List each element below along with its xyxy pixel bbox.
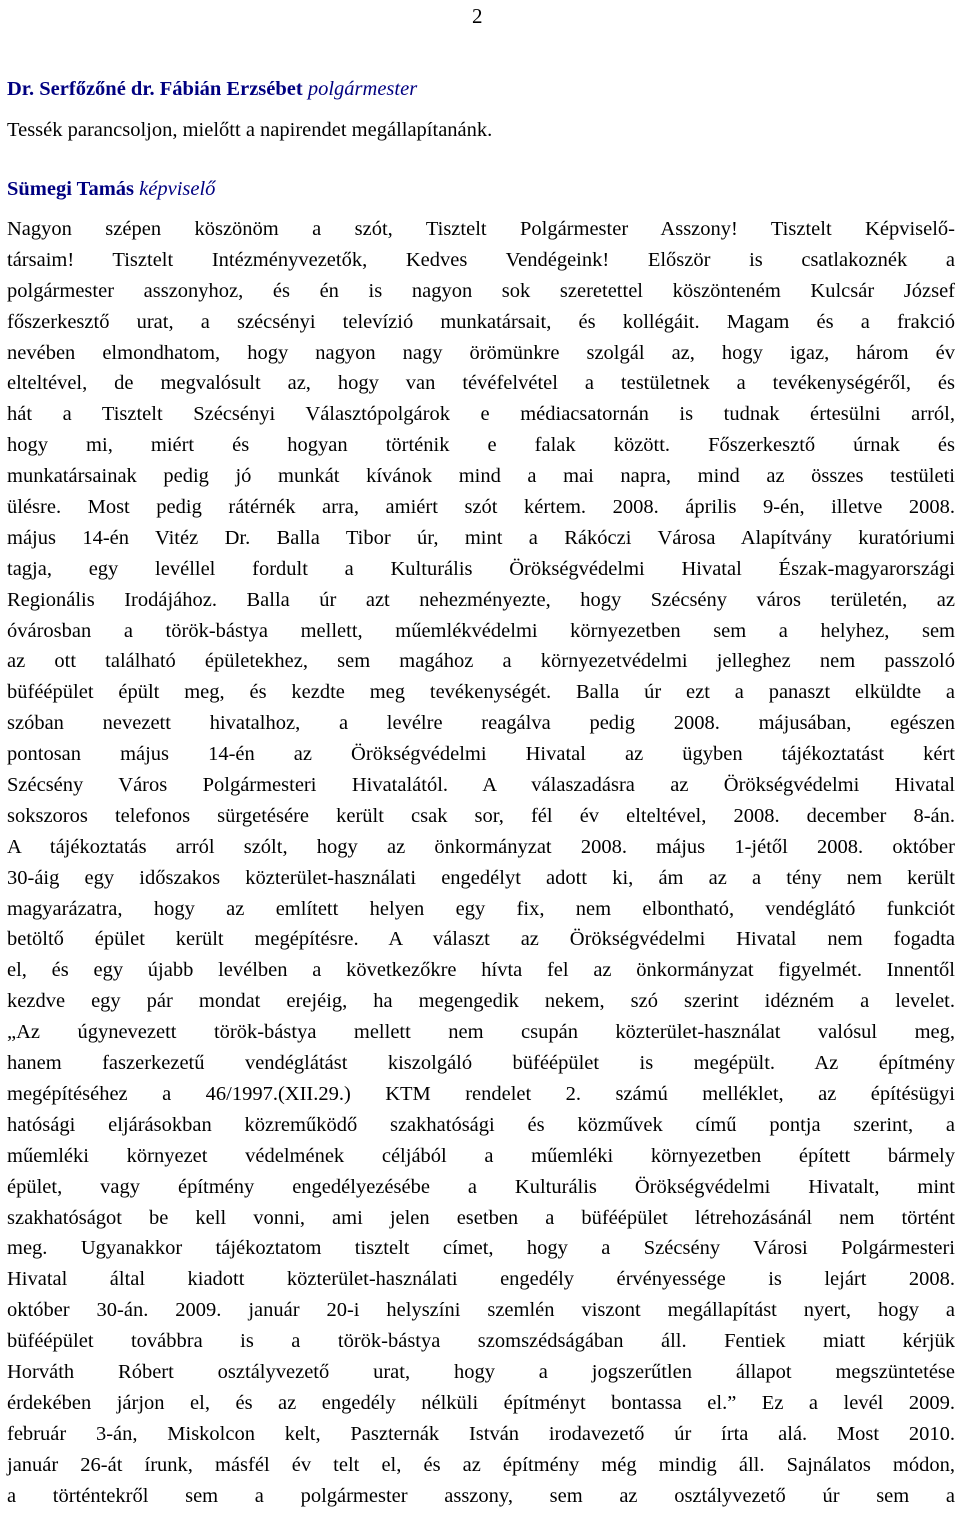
text-line: kezdve egy pár mondat erejéig, ha megengedik nekem, szó szerint idézném a levelet. [7, 990, 955, 1013]
text-line: érdekében járjon el, és az engedély nélküli építményt bontassa el.” Ez a levél 2009. [7, 1391, 955, 1414]
text-line: óvárosban a török-bástya mellett, műemlékvédelmi környezetben sem a helyhez, sem [7, 619, 955, 642]
text-line: február 3-án, Miskolcon kelt, Paszternák István irodavezető úr írta alá. Most 2010. [7, 1422, 955, 1445]
text-line: Regionális Irodájához. Balla úr azt nehezményezte, hogy Szécsény város területén, az [7, 588, 955, 611]
text-line: május 14-én Vitéz Dr. Balla Tibor úr, mint a Rákóczi Városa Alapítvány kuratóriumi [7, 526, 955, 549]
text-line: „Az úgynevezett török-bástya mellett nem csupán közterület-használat valósul meg, [7, 1021, 955, 1044]
text-line: szakhatóságot be kell vonni, ami jelen esetben a büféépület létrehozásánál nem történt [7, 1206, 955, 1229]
speaker-role: polgármester [307, 78, 418, 100]
text-line: épület, vagy építmény engedélyezésébe a Kulturális Örökségvédelmi Hivatalt, mint [7, 1175, 955, 1198]
text-line: hanem faszerkezetű vendéglátást kiszolgáló büféépület is megépült. Az építmény [7, 1052, 955, 1075]
text-line: büféépület továbbra is a török-bástya szomszédságában áll. Fentiek miatt kérjük [7, 1330, 955, 1353]
text-line: pontosan május 14-én az Örökségvédelmi Hivatal az ügyben tájékoztatást kért [7, 743, 955, 766]
text-line: 30-áig egy időszakos közterület-használati engedélyt adott ki, ám az a tény nem került [7, 866, 955, 889]
representative-speech [7, 214, 955, 1511]
mayor-statement: Tessék parancsoljon, mielőtt a napirendet megállapítanánk. [7, 119, 493, 141]
text-line: meg. Ugyanakkor tájékoztatom tisztelt címet, hogy a Szécsény Városi Polgármesteri [7, 1237, 955, 1260]
text-line: tagja, egy levéllel fordult a Kulturális Örökségvédelmi Hivatal Észak-magyarországi [7, 557, 955, 580]
text-line: főszerkesztő urat, a szécsényi televízió munkatársait, és kollégáit. Magam és a frakció [7, 310, 955, 333]
speaker-name: Sümegi Tamás [7, 178, 135, 200]
text-line: szóban nevezett hivatalhoz, a levélre reagálva pedig 2008. májusában, egészen [7, 712, 955, 735]
text-line: hogy mi, miért és hogyan történik e falak között. Főszerkesztő úrnak és [7, 434, 955, 457]
text-line: társaim! Tisztelt Intézményvezetők, Kedves Vendégeink! Először is csatlakoznék a [7, 248, 955, 271]
text-line: el, és egy újabb levélben a következőkre hívta fel az önkormányzat figyelmét. Innentől [7, 959, 955, 982]
text-line: a történtekről sem a polgármester asszony, sem az osztályvezető úr sem a [7, 1484, 955, 1507]
text-line: büféépület épült meg, és kezdte meg tevékenységét. Balla úr ezt a panaszt elküldte a [7, 681, 955, 704]
text-line: elteltével, de megvalósult az, hogy van tévéfelvétel a testületnek a tevékenységéről, és [7, 372, 955, 395]
text-line: munkatársainak pedig jó munkát kívánok mind a mai napra, mind az összes testületi [7, 465, 955, 488]
text-line: Szécsény Város Polgármesteri Hivatalától. A válaszadásra az Örökségvédelmi Hivatal [7, 774, 955, 797]
speaker-heading-mayor [7, 74, 955, 105]
text-line: Nagyon szépen köszönöm a szót, Tisztelt Polgármester Asszony! Tisztelt Képviselő- [7, 218, 955, 240]
text-line: hát a Tisztelt Szécsényi Választópolgárok e médiacsatornán is tudnak értesülni arról, [7, 403, 955, 426]
text-line: polgármester asszonyhoz, és én is nagyon sok szeretettel köszönteném Kulcsár József [7, 279, 955, 302]
text-line: az ott található épületekhez, sem magához a környezetvédelmi jelleghez nem passzoló [7, 650, 955, 673]
text-line: Horváth Róbert osztályvezető urat, hogy a jogszerűtlen állapot megszüntetése [7, 1360, 955, 1383]
text-line: nevében elmondhatom, hogy nagyon nagy örömünkre szolgál az, hogy igaz, három év [7, 341, 955, 364]
text-line: január 26-át írunk, másfél év telt el, és az építmény még mindig áll. Sajnálatos módon, [7, 1453, 955, 1476]
text-line: hatósági eljárásokban közreműködő szakhatósági és közművek című pontja szerint, a [7, 1113, 955, 1136]
speaker-name: Dr. Serfőzőné dr. Fábián Erzsébet [7, 78, 303, 100]
text-line: október 30-án. 2009. január 20-i helyszíni szemlén viszont megállapítást nyert, hogy a [7, 1299, 955, 1322]
text-line: megépítéséhez a 46/1997.(XII.29.) KTM rendelet 2. számú melléklet, az építésügyi [7, 1082, 955, 1105]
text-line: Hivatal által kiadott közterület-használati engedély érvényessége is lejárt 2008. [7, 1268, 955, 1291]
speaker-heading-representative [7, 174, 955, 205]
text-line: betöltő épület került megépítésre. A választ az Örökségvédelmi Hivatal nem fogadta [7, 928, 955, 951]
page-number: 2 [472, 4, 483, 28]
text-line: A tájékoztatás arról szólt, hogy az önkormányzat 2008. május 1-jétől 2008. október [7, 835, 955, 858]
text-line: ülésre. Most pedig rátérnék arra, amiért szót kértem. 2008. április 9-én, illetve 2008. [7, 496, 955, 519]
speaker-role: képviselő [139, 178, 216, 200]
text-line: műemléki környezet védelmének céljából a műemléki környezetben épített bármely [7, 1144, 955, 1167]
text-line: magyarázatra, hogy az említett helyen egy fix, nem elbontható, vendéglátó funkciót [7, 897, 955, 920]
text-line: sokszoros telefonos sürgetésére került csak sor, fél év elteltével, 2008. december 8-án. [7, 804, 955, 827]
